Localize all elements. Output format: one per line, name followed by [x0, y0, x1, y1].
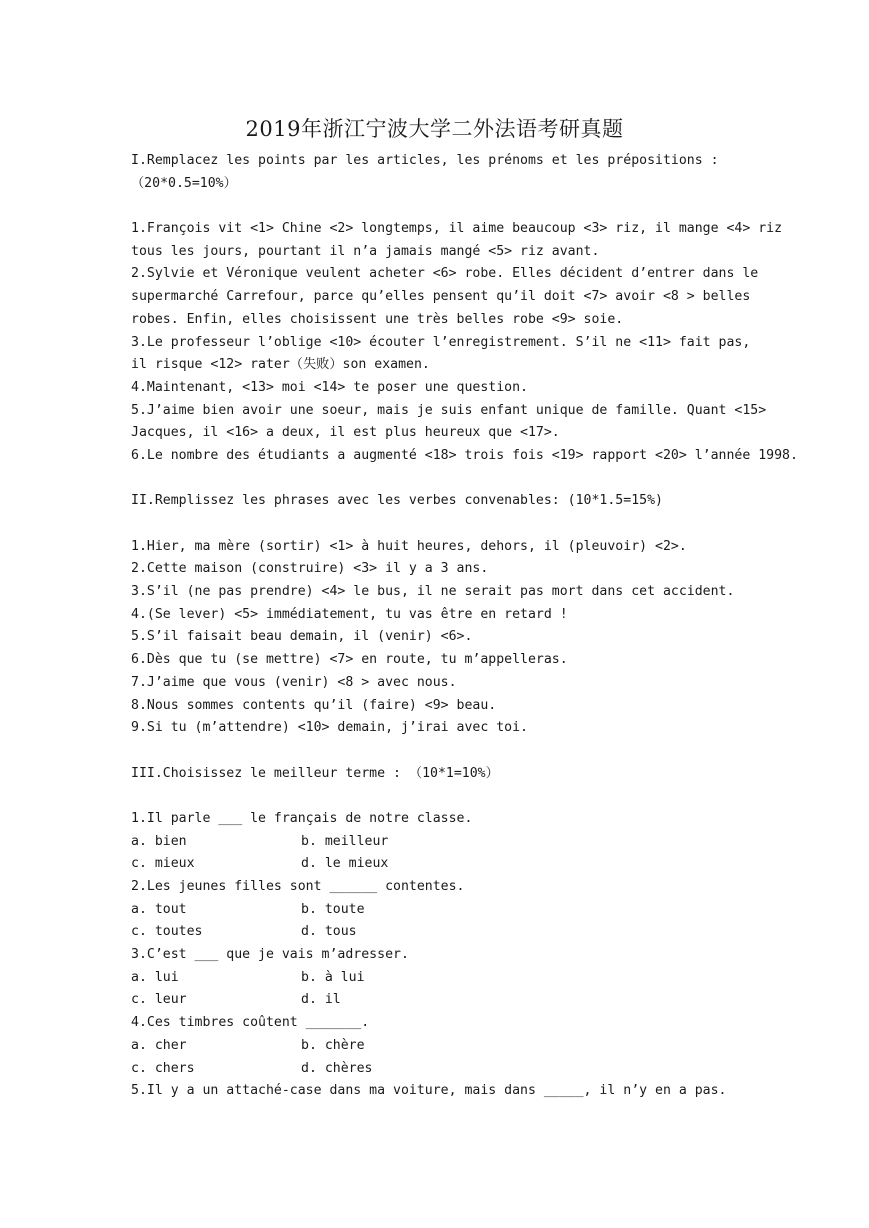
section-1-lines: [131, 218, 798, 468]
option: b. meilleur: [301, 833, 389, 849]
option: c. chers: [131, 1060, 195, 1076]
option-row: [131, 967, 743, 990]
option: c. mieux: [131, 856, 195, 872]
section-1-line: il risque <12> rater（失败）son examen.: [131, 357, 430, 373]
section-2-line: 4.(Se lever) <5> immédiatement, tu vas être en retard !: [131, 606, 568, 622]
section-1-line: supermarché Carrefour, parce qu’elles pensent qu’il doit <7> avoir <8 > belles: [131, 289, 751, 305]
option-row: [131, 989, 743, 1012]
option: d. tous: [301, 924, 357, 940]
question-stem: 4.Ces timbres coûtent _______.: [131, 1015, 370, 1031]
option: b. toute: [301, 901, 365, 917]
section-1-line: 3.Le professeur l’oblige <10> écouter l’enregistrement. S’il ne <11> fait pas,: [131, 334, 751, 350]
spacer: [131, 513, 743, 536]
section-2-heading: II.Remplissez les phrases avec les verbes convenables: (10*1.5=15%): [131, 493, 663, 509]
section-2-line: 7.J’aime que vous (venir) <8 > avec nous.: [131, 674, 457, 690]
option: d. le mieux: [301, 856, 389, 872]
option-row: [131, 853, 743, 876]
section-2-line: 1.Hier, ma mère (sortir) <1> à huit heures, dehors, il (pleuvoir) <2>.: [131, 538, 687, 554]
document-body: [131, 150, 798, 1103]
section-1-line: robes. Enfin, elles choisissent une très belles robe <9> soie.: [131, 311, 624, 327]
section-2-line: 9.Si tu (m’attendre) <10> demain, j’irai avec toi.: [131, 720, 528, 736]
question-stem: 3.C’est ___ que je vais m’adresser.: [131, 947, 409, 963]
option: c. leur: [131, 992, 187, 1008]
section-1-line: tous les jours, pourtant il n’a jamais mangé <5> riz avant.: [131, 243, 600, 259]
section-2-line: 2.Cette maison (construire) <3> il y a 3 ans.: [131, 561, 489, 577]
section-1-line: 2.Sylvie et Véronique veulent acheter <6> robe. Elles décident d’entrer dans le: [131, 266, 759, 282]
option-row: [131, 1035, 743, 1058]
section-1-line: Jacques, il <16> a deux, il est plus heureux que <17>.: [131, 425, 560, 441]
option-row: [131, 1058, 743, 1081]
section-1-heading: I.Remplacez les points par les articles, les prénoms et les prépositions :: [131, 153, 719, 168]
option-row: [131, 831, 743, 854]
section-3-heading: III.Choisissez le meilleur terme : （10*1=10%）: [131, 765, 499, 781]
option: d. il: [301, 992, 341, 1008]
document-title: 2019年浙江宁波大学二外法语考研真题: [245, 117, 624, 141]
option: c. toutes: [131, 924, 203, 940]
section-1-line: 4.Maintenant, <13> moi <14> te poser une question.: [131, 379, 528, 395]
section-2-lines: [131, 536, 743, 740]
spacer: [131, 785, 743, 808]
question-stem: 1.Il parle ___ le français de notre classe.: [131, 810, 473, 826]
spacer: [131, 740, 743, 763]
option: a. tout: [131, 901, 187, 917]
section-2-line: 5.S’il faisait beau demain, il (venir) <6>.: [131, 629, 473, 645]
section-2-line: 6.Dès que tu (se mettre) <7> en route, tu m’appelleras.: [131, 652, 568, 668]
section-3-questions: [131, 808, 743, 1103]
option: d. chères: [301, 1060, 373, 1076]
section-1-score: （20*0.5=10%）: [131, 175, 237, 191]
spacer: [131, 468, 743, 491]
section-1-line: 1.François vit <1> Chine <2> longtemps, il aime beaucoup <3> riz, il mange <4> riz: [131, 221, 783, 237]
section-2-line: 3.S’il (ne pas prendre) <4> le bus, il ne serait pas mort dans cet accident.: [131, 584, 735, 600]
option: a. lui: [131, 969, 179, 985]
option-row: [131, 921, 743, 944]
option: b. à lui: [301, 969, 365, 985]
question-stem: 2.Les jeunes filles sont ______ contentes.: [131, 879, 465, 894]
option-row: [131, 899, 743, 922]
option: a. bien: [131, 833, 187, 849]
option: b. chère: [301, 1037, 365, 1053]
section-1-line: 6.Le nombre des étudiants a augmenté <18> trois fois <19> rapport <20> l’année 1998.: [131, 447, 798, 463]
option: a. cher: [131, 1037, 187, 1053]
section-2-line: 8.Nous sommes contents qu’il (faire) <9> beau.: [131, 697, 497, 713]
spacer: [131, 195, 743, 218]
section-1-line: 5.J’aime bien avoir une soeur, mais je suis enfant unique de famille. Quant <15>: [131, 402, 767, 418]
question-stem: 5.Il y a un attaché-case dans ma voiture, mais dans _____, il n’y en a pas.: [131, 1083, 727, 1099]
